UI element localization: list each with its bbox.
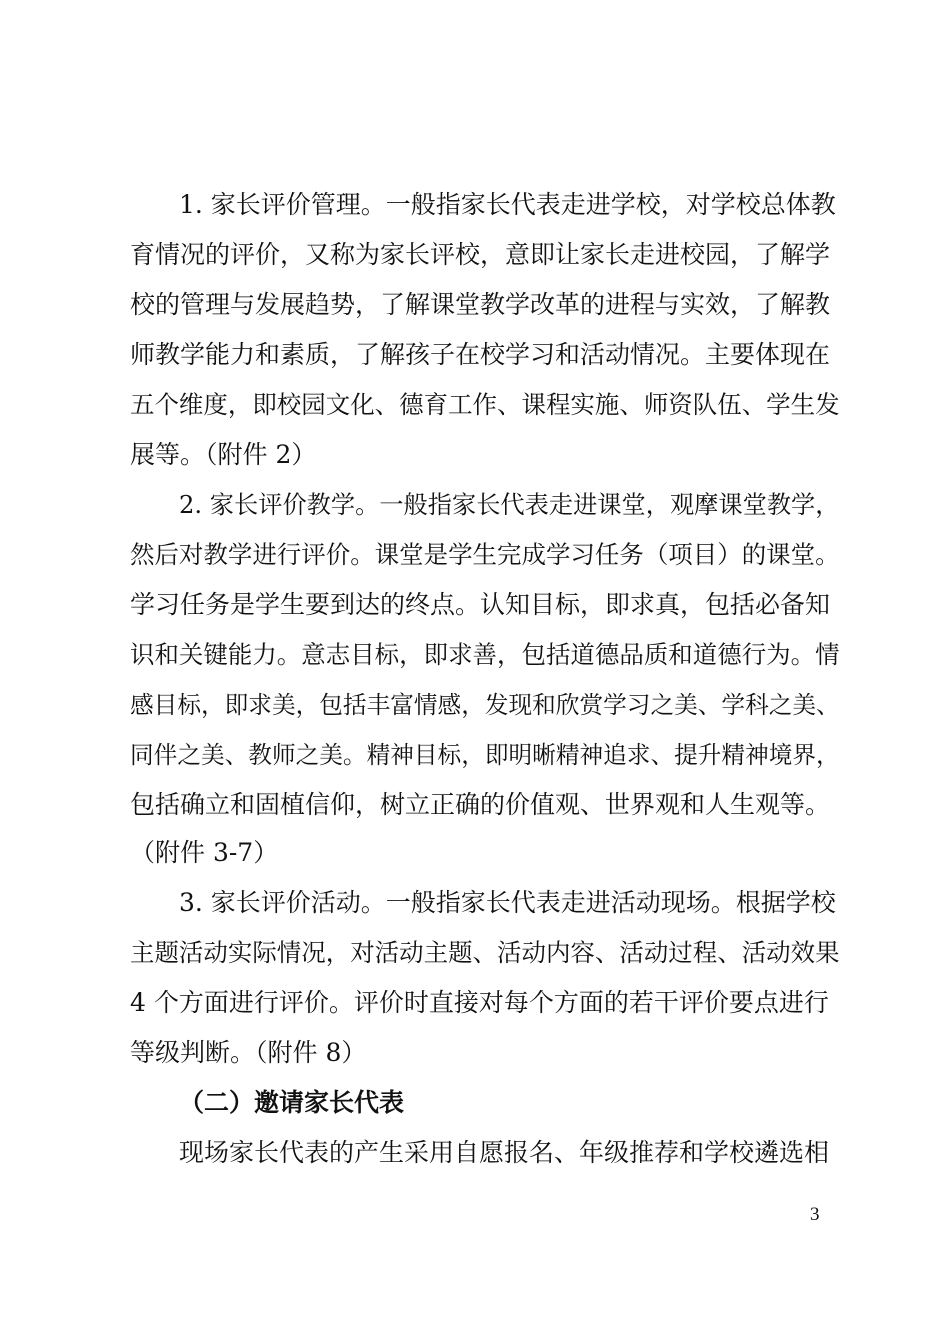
text-line: 同伴之美、教师之美。精神目标，即明晰精神追求、提升精神境界，: [130, 741, 840, 769]
text-line: 识和关键能力。意志目标，即求善，包括道德品质和道德行为。情: [130, 640, 840, 669]
text-line: 包括确立和固植信仰，树立正确的价值观、世界观和人生观等。: [130, 790, 831, 819]
text-line: 校的管理与发展趋势，了解课堂教学改革的进程与实效，了解教: [130, 290, 831, 319]
text-line: 4 个方面进行评价。评价时直接对每个方面的若干评价要点进行: [130, 988, 829, 1017]
text-line: 然后对教学进行评价。课堂是学生完成学习任务（项目）的课堂。: [130, 540, 840, 569]
text-line: 1. 家长评价管理。一般指家长代表走进学校，对学校总体教: [179, 190, 836, 219]
text-line: 师教学能力和素质，了解孩子在校学习和活动情况。主要体现在: [130, 340, 831, 369]
text-line: 育情况的评价，又称为家长评校，意即让家长走进校园，了解学: [130, 240, 831, 269]
page-number: 3: [810, 1204, 820, 1225]
text-line: （附件 3-7）: [130, 838, 279, 867]
text-line: 学习任务是学生要到达的终点。认知目标，即求真，包括必备知: [130, 590, 831, 619]
text-line: 等级判断。（附件 8）: [130, 1038, 367, 1067]
text-line: 3. 家长评价活动。一般指家长代表走进活动现场。根据学校: [179, 888, 836, 917]
text-line: 主题活动实际情况，对活动主题、活动内容、活动过程、活动效果: [130, 938, 840, 967]
text-line: 感目标，即求美，包括丰富情感，发现和欣赏学习之美、学科之美、: [130, 691, 840, 719]
text-line: 现场家长代表的产生采用自愿报名、年级推荐和学校遴选相: [179, 1138, 830, 1167]
text-line: 五个维度，即校园文化、德育工作、课程实施、师资队伍、学生发: [130, 390, 840, 419]
section-heading: （二）邀请家长代表: [179, 1088, 405, 1117]
text-line: 2. 家长评价教学。一般指家长代表走进课堂，观摩课堂教学，: [179, 491, 840, 519]
text-line: 展等。（附件 2）: [130, 440, 317, 469]
